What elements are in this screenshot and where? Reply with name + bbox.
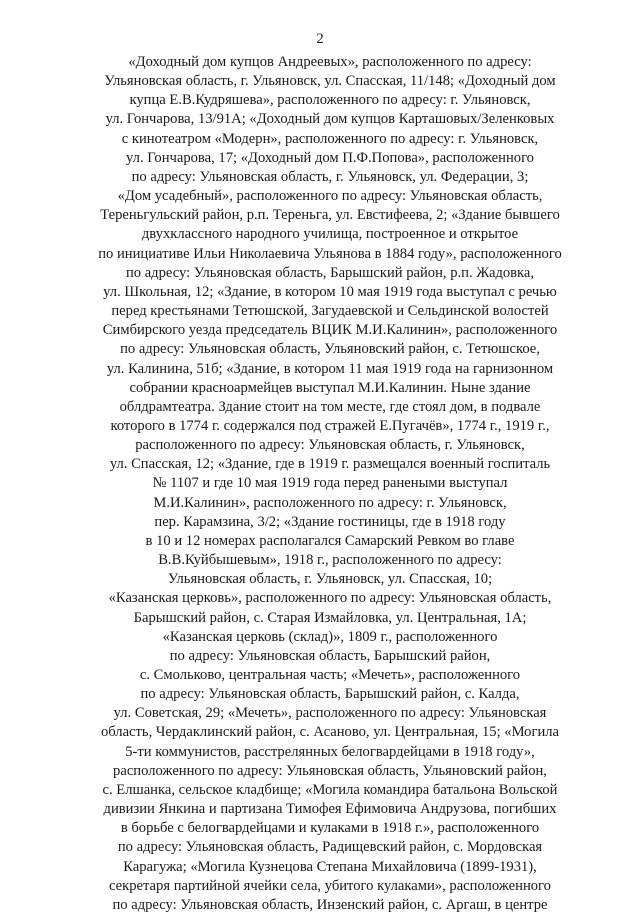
text-line: ул. Школьная, 12; «Здание, в котором 10 мая 1919 года выступал с речью <box>103 283 557 300</box>
text-line: Ульяновская область, г. Ульяновск, ул. Спасская, 11/148; «Доходный дом <box>104 73 556 90</box>
text-line: по адресу: Ульяновская область, Ульяновский район, с. Тетюшское, <box>120 341 540 358</box>
text-line: Симбирского уезда председатель ВЦИК М.И.Калинин», расположенного <box>102 322 558 339</box>
text-line: «Доходный дом купцов Андреевых», расположенного по адресу: <box>128 54 532 70</box>
text-line: в 10 и 12 номерах располагался Самарский Ревком во главе <box>145 532 515 549</box>
text-line: № 1107 и где 10 мая 1919 года перед ранеными выступал <box>152 475 508 492</box>
text-line: ул. Советская, 29; «Мечеть», расположенного по адресу: Ульяновская <box>113 705 547 722</box>
text-line: «Казанская церковь (склад)», 1809 г., расположенного <box>162 628 498 645</box>
text-line: Барышский район, с. Старая Измайловка, ул. Центральная, 1А; <box>133 609 527 626</box>
text-line: ул. Спасская, 12; «Здание, где в 1919 г. размещался военный госпиталь <box>109 456 551 473</box>
text-line: купца Е.В.Кудряшева», расположенного по адресу: г. Ульяновск, <box>129 92 531 109</box>
text-line: облдрамтеатра. Здание стоит на том месте, где стоял дом, в подвале <box>119 398 541 415</box>
page-number: 2 <box>316 31 324 47</box>
text-line: перед крестьянами Тетюшской, Загудаевской и Сельдинской волостей <box>111 303 549 320</box>
text-line: двухклассного народного училища, построенное и открытое <box>141 226 519 243</box>
text-line: Ульяновская область, г. Ульяновск, ул. Спасская, 10; <box>167 571 493 588</box>
text-line: В.В.Куйбышевым», 1918 г., расположенного по адресу: <box>158 552 502 569</box>
text-line: собрании красноармейцев выступал М.И.Калинин. Ныне здание <box>129 379 531 396</box>
text-line: ул. Гончарова, 17; «Доходный дом П.Ф.Попова», расположенного <box>126 149 534 166</box>
text-line: с. Смольково, центральная часть; «Мечеть», расположенного <box>139 667 521 683</box>
text-line: по адресу: Ульяновская область, Барышский район, с. Калда, <box>140 686 520 703</box>
text-line: 5-ти коммунистов, расстрелянных белогвардейцами в 1918 году», <box>125 743 535 760</box>
text-line: с кинотеатром «Модерн», расположенного по адресу: г. Ульяновск, <box>121 130 539 147</box>
text-line: расположенного по адресу: Ульяновская область, Ульяновский район, <box>113 762 547 779</box>
text-line: М.И.Калинин», расположенного по адресу: г. Ульяновск, <box>153 494 507 511</box>
text-line: по адресу: Ульяновская область, Барышский район, <box>169 647 491 664</box>
body-paragraph <box>70 53 590 915</box>
text-line: которого в 1774 г. содержался под стражей Е.Пугачёв», 1774 г., 1919 г., <box>110 417 550 434</box>
text-line: Карагужа; «Могила Кузнецова Степана Михайловича (1899-1931), <box>123 858 537 875</box>
text-line: по адресу: Ульяновская область, Радищевский район, с. Мордовская <box>117 839 543 856</box>
text-line: по адресу: Ульяновская область, г. Ульяновск, ул. Федерации, 3; <box>131 168 529 185</box>
text-line: с. Елшанка, сельское кладбище; «Могила командира батальона Вольской <box>102 781 558 798</box>
text-line: ул. Калинина, 51б; «Здание, в котором 11 мая 1919 года на гарнизонном <box>106 360 554 377</box>
text-line: в борьбе с белогвардейцами и кулаками в 1918 г.», расположенного <box>120 820 540 837</box>
text-line: Тереньгульский район, р.п. Тереньга, ул. Евстифеева, 2; «Здание бывшего <box>100 207 560 224</box>
text-line: по инициативе Ильи Николаевича Ульянова в 1884 году», расположенного <box>98 245 562 262</box>
text-line: по адресу: Ульяновская область, Инзенский район, с. Аргаш, в центре <box>112 896 548 913</box>
text-line: расположенного по адресу: Ульяновская область, г. Ульяновск, <box>135 437 525 454</box>
text-line: пер. Карамзина, 3/2; «Здание гостиницы, где в 1918 году <box>154 513 506 530</box>
text-line: «Казанская церковь», расположенного по адресу: Ульяновская область, <box>108 590 552 607</box>
text-line: по адресу: Ульяновская область, Барышский район, р.п. Жадовка, <box>125 264 535 281</box>
text-line: секретаря партийной ячейки села, убитого кулаками», расположенного <box>109 877 551 894</box>
text-line: область, Чердаклинский район, с. Асаново, ул. Центральная, 15; «Могила <box>100 724 560 741</box>
text-line: «Дом усадебный», расположенного по адресу: Ульяновская область, <box>117 188 543 205</box>
text-line: дивизии Янкина и партизана Тимофея Ефимовича Андрузова, погибших <box>103 801 557 818</box>
text-line: ул. Гончарова, 13/91А; «Доходный дом купцов Карташовых/Зеленковых <box>105 111 555 128</box>
